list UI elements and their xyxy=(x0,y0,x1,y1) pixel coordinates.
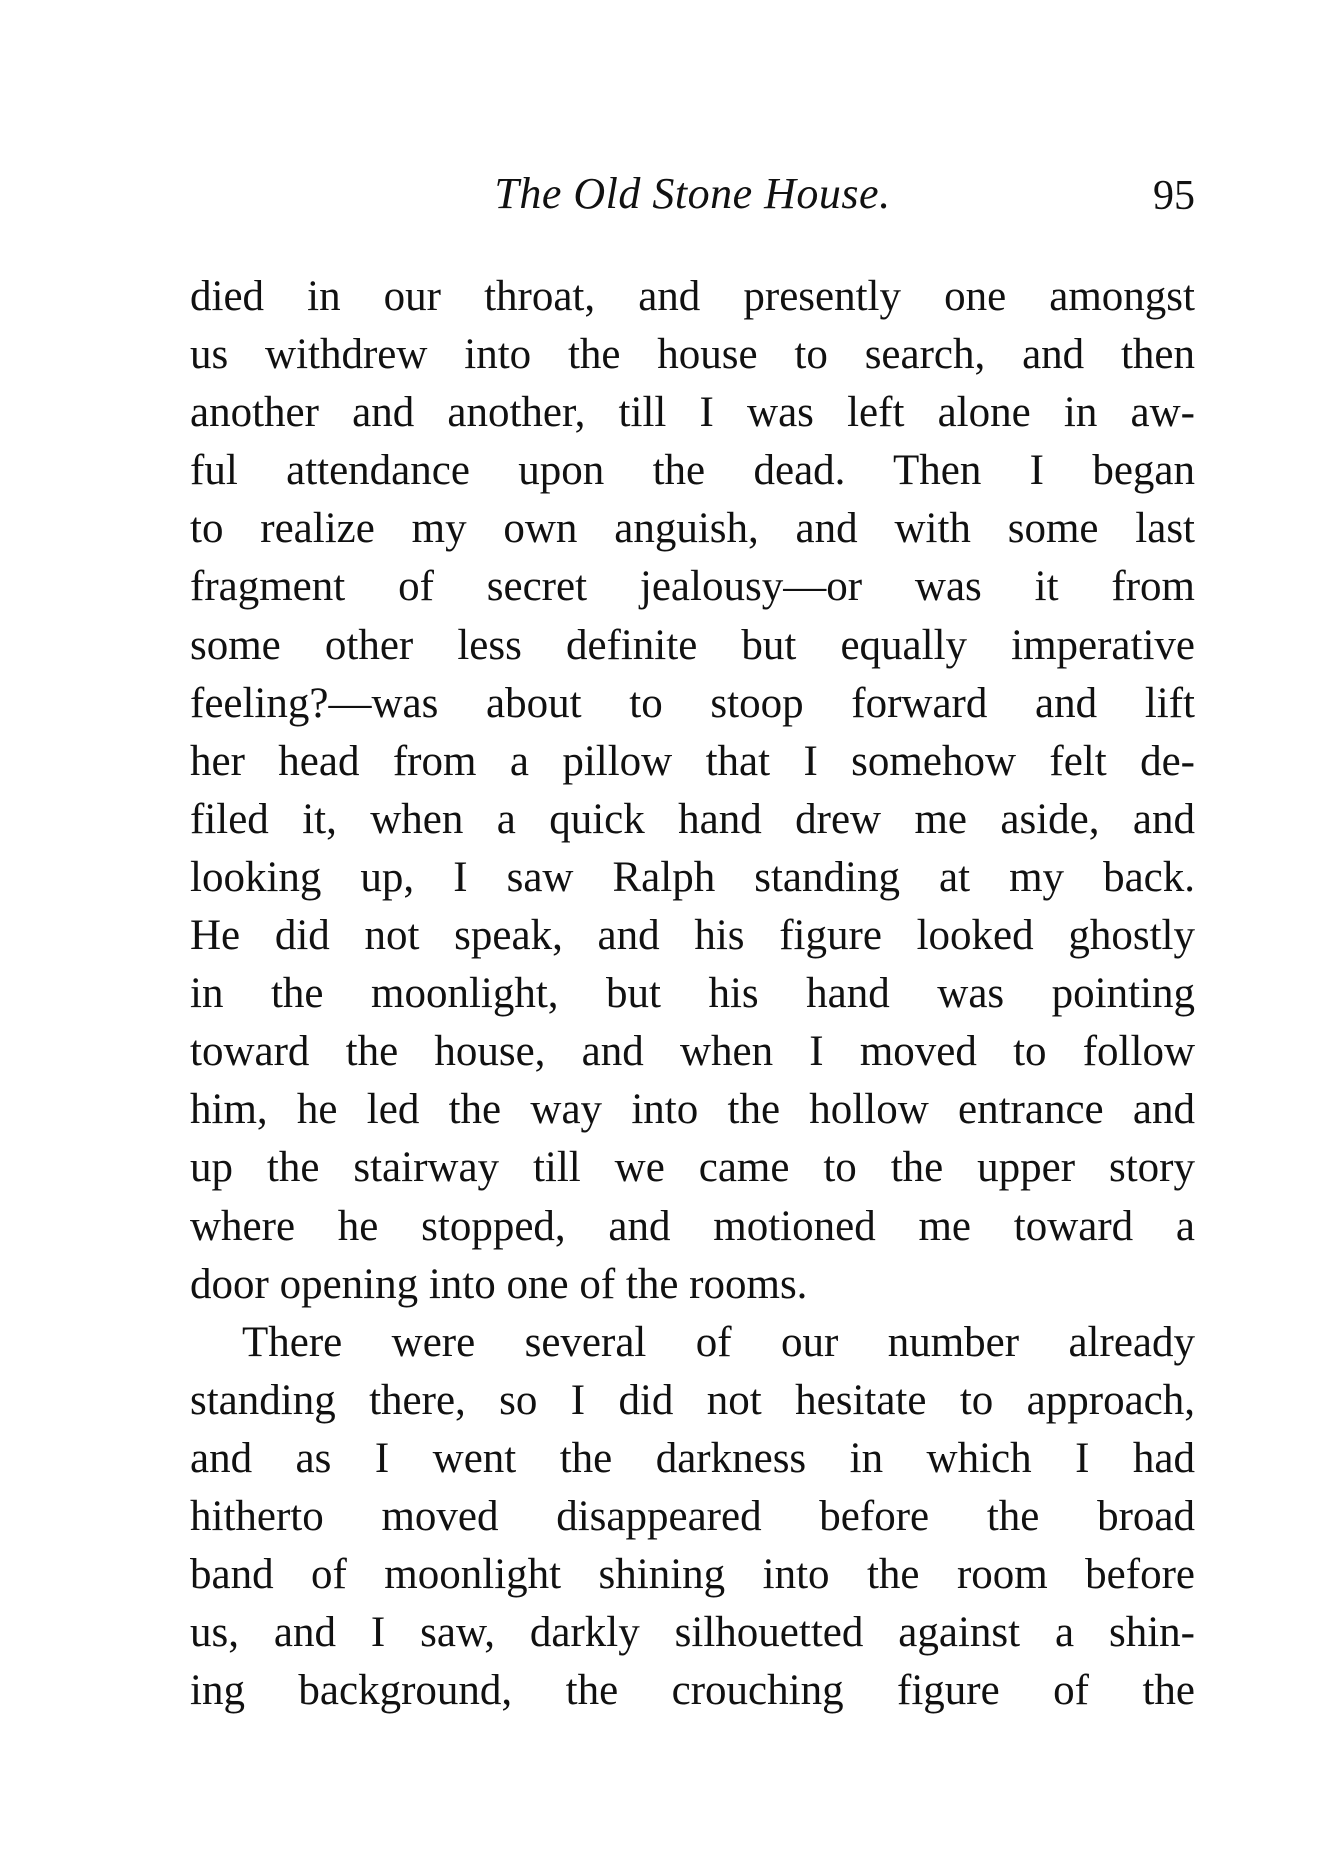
text-line: He did not speak, and his figure looked ghostly xyxy=(190,912,1195,960)
text-line: where he stopped, and motioned me toward a xyxy=(190,1202,1195,1250)
page-number: 95 xyxy=(1153,173,1195,219)
running-head xyxy=(190,168,1195,228)
text-line: ful attendance upon the dead. Then I began xyxy=(190,447,1195,495)
text-line: in the moonlight, but his hand was pointing xyxy=(190,970,1195,1018)
text-line: standing there, so I did not hesitate to approach, xyxy=(190,1376,1195,1424)
text-line: her head from a pillow that I somehow felt de- xyxy=(190,737,1195,785)
text-line: There were several of our number already xyxy=(242,1318,1195,1366)
text-line: another and another, till I was left alone in aw- xyxy=(190,389,1195,437)
text-line: looking up, I saw Ralph standing at my back. xyxy=(190,853,1195,901)
text-line: to realize my own anguish, and with some last xyxy=(190,505,1195,553)
text-line: toward the house, and when I moved to follow xyxy=(190,1028,1195,1076)
text-line: filed it, when a quick hand drew me aside, and xyxy=(190,795,1195,843)
text-line: feeling?—was about to stoop forward and lift xyxy=(190,679,1195,727)
text-line: ing background, the crouching figure of the xyxy=(190,1667,1195,1715)
text-line: hitherto moved disappeared before the broad xyxy=(190,1492,1195,1540)
text-line: door opening into one of the rooms. xyxy=(190,1260,808,1308)
text-line: him, he led the way into the hollow entrance and xyxy=(190,1086,1195,1134)
text-line: some other less definite but equally imperative xyxy=(190,621,1195,669)
text-line: us withdrew into the house to search, and then xyxy=(190,331,1195,379)
text-line: fragment of secret jealousy—or was it from xyxy=(190,563,1195,611)
text-line: and as I went the darkness in which I had xyxy=(190,1434,1195,1482)
text-line: band of moonlight shining into the room before xyxy=(190,1551,1195,1599)
body-text xyxy=(190,268,1195,1720)
text-line: us, and I saw, darkly silhouetted against a shin- xyxy=(190,1609,1195,1657)
text-line: up the stairway till we came to the upper story xyxy=(190,1144,1195,1192)
text-line: died in our throat, and presently one amongst xyxy=(190,273,1195,320)
running-title: The Old Stone House. xyxy=(494,169,891,218)
